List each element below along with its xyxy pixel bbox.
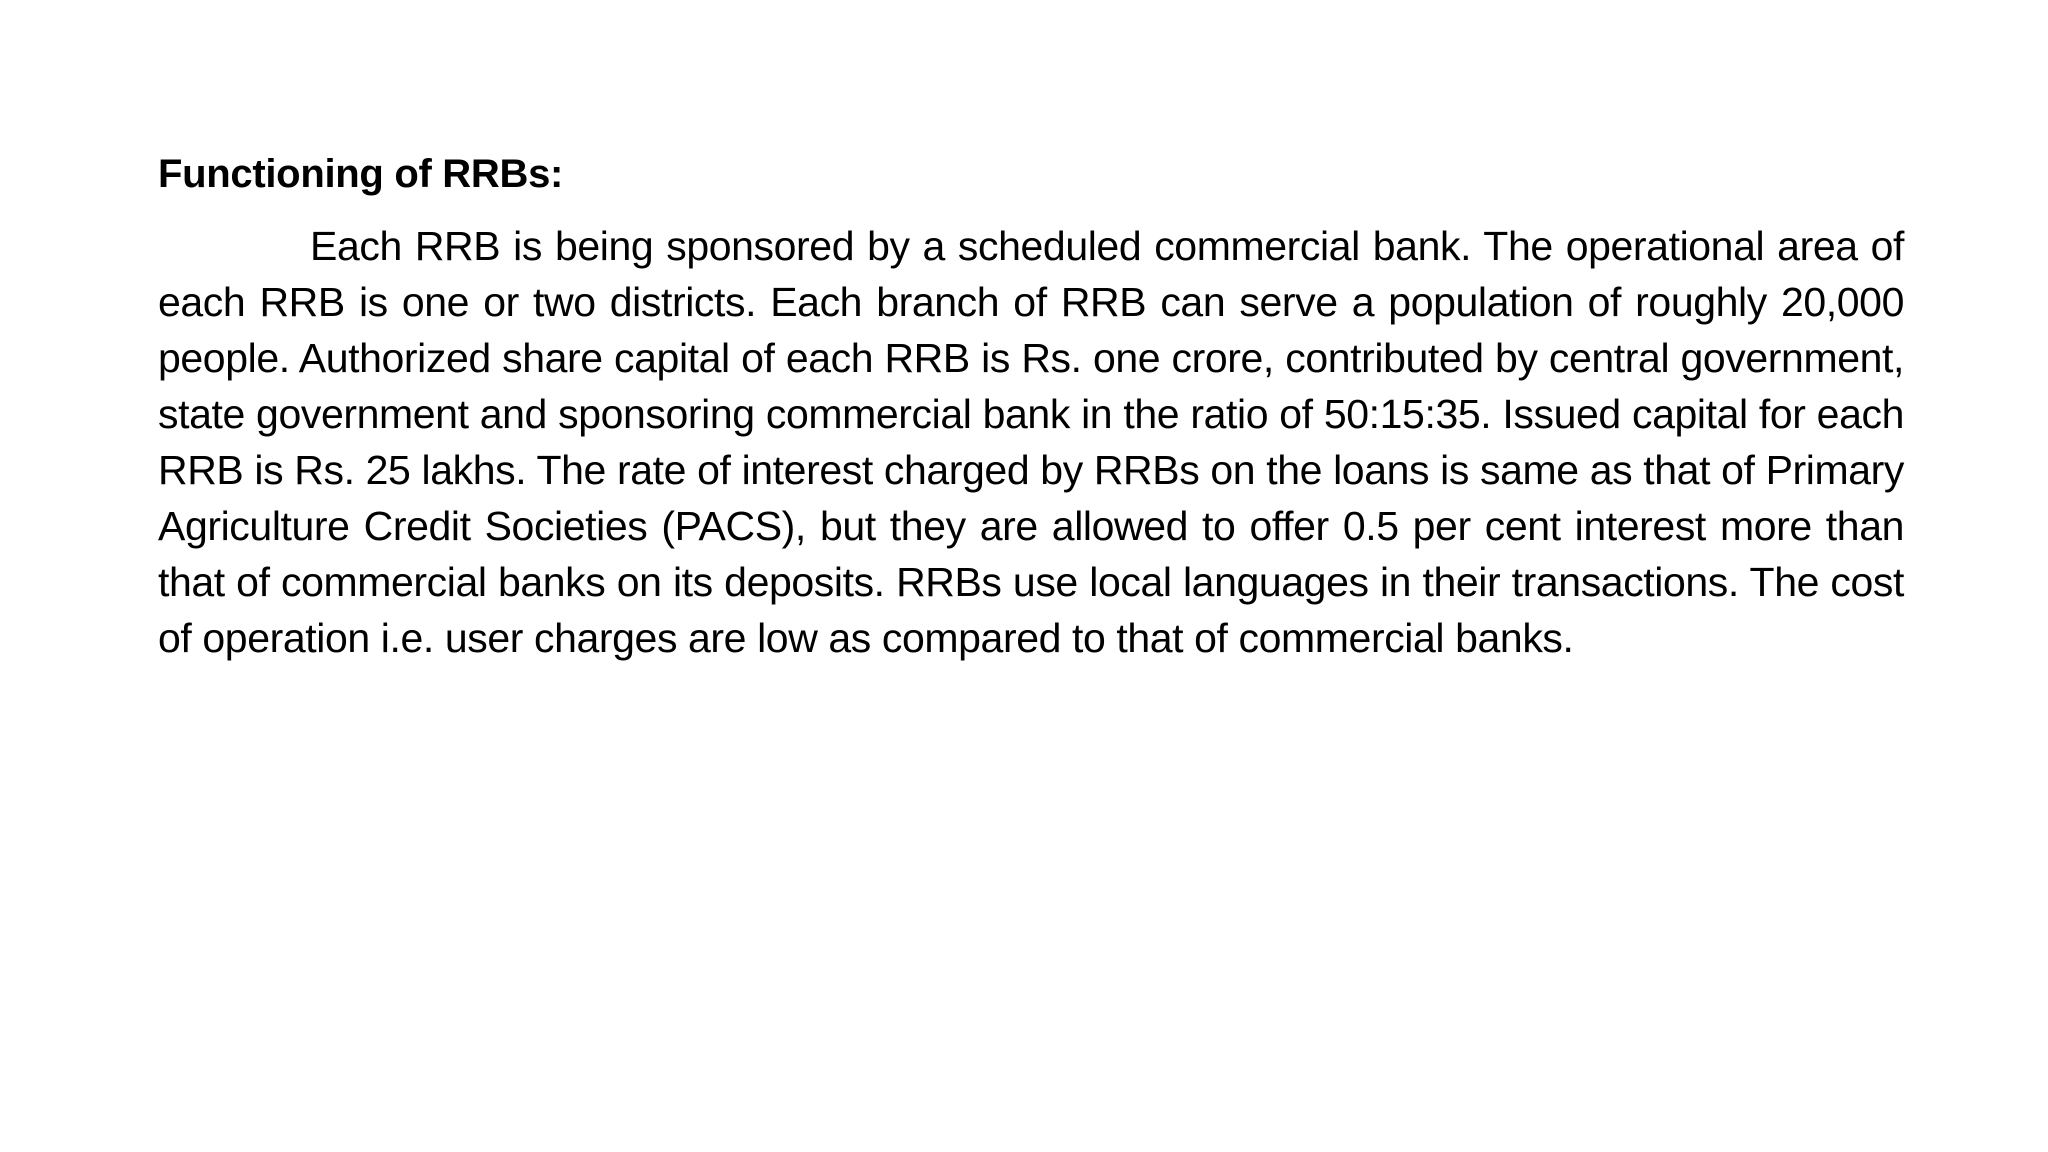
slide-heading: Functioning of RRBs: bbox=[158, 152, 564, 196]
slide-content bbox=[158, 146, 1904, 666]
slide-body-paragraph: Each RRB is being sponsored by a scheduled commercial bank. The operational area of each RRB is one or two districts. Each branch of RRB can serve a population of roughly 20,000 people. Authorized share capital of each RRB is Rs. one crore, contributed by central government, state government and sponsoring commercial bank in the ratio of 50:15:35. Issued capital for each RRB is Rs. 25 lakhs. The rate of interest charged by RRBs on the loans is same as that of Primary Agriculture Credit Societies (PACS), but they are allowed to offer 0.5 per cent interest more than that of commercial banks on its deposits. RRBs use local languages in their transactions. The cost of operation i.e. user charges are low as compared to that of commercial banks. bbox=[158, 223, 1904, 661]
